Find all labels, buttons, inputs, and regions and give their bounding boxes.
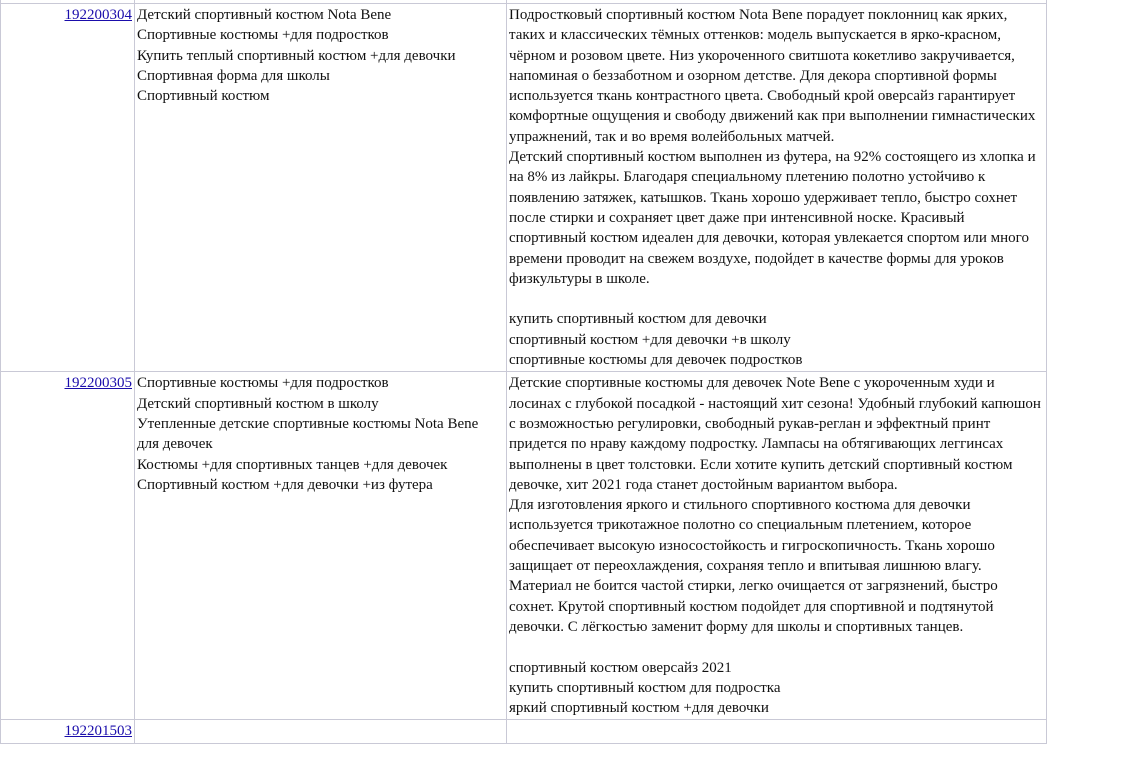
tag-line: спортивные костюмы для девочек подростков (509, 352, 803, 369)
keyword: Спортивный костюм +для девочки +из футера (137, 476, 433, 493)
product-id-cell (1, 720, 135, 743)
keyword: Купить теплый спортивный костюм +для девочки (137, 47, 456, 64)
keyword: Костюмы +для спортивных танцев +для девочек (137, 456, 448, 473)
tag-line: яркий спортивный костюм +для девочки (509, 700, 769, 717)
description-cell (507, 372, 1047, 720)
description-cell (507, 4, 1047, 372)
table-row (1, 372, 1047, 720)
keywords-cell (135, 4, 507, 372)
tag-line: спортивный костюм оверсайз 2021 (509, 659, 732, 676)
keyword: Спортивные костюмы +для подростков (137, 375, 389, 392)
keyword: Спортивная форма для школы (137, 67, 330, 84)
keyword: Детский спортивный костюм Nota Bene (137, 7, 392, 23)
table-row (1, 720, 1047, 743)
product-id-link[interactable]: 192200305 (64, 375, 132, 392)
description-paragraph: Подростковый спортивный костюм Nota Bene порадует поклонниц как ярких, таких и классических тёмных оттенков: модель выпускается в ярко-красном, чёрном и розовом цвете. Низ укороченного свитшота кокетливо закручивается, напоминая о беззаботном и озорном детстве. Для декора спортивной формы используется ткань контрастного цвета. Свободный крой оверсайз гарантирует комфортные ощущения и свободу движений как при выполнении гимнастических упражнений, так и во время волейбольных матчей. (509, 7, 1036, 145)
description-paragraph: Детский спортивный костюм выполнен из футера, на 92% состоящего из хлопка и на 8% из лайкры. Благодаря специальному плетению полотно устойчиво к появлению затяжек, катышков. Ткань хорошо удерживает тепло, быстро сохнет после стирки и сохраняет цвет даже при интенсивной носке. Красивый спортивный костюм идеален для девочки, которая увлекается спортом или много времени проводит на свежем воздухе, подойдет в качестве формы для уроков физкультуры в школе. (509, 149, 1036, 287)
tag-line: купить спортивный костюм для девочки (509, 311, 767, 328)
description-paragraph: Детские спортивные костюмы для девочек Note Bene с укороченным худи и лосинах с глубокой посадкой - настоящий хит сезона! Удобный глубокий капюшон с возможностью регулировки, свободный рукав-реглан и эффектный принт придется по нраву каждому подростку. Лампасы на обтягивающих леггинсах выполнены в цвет толстовки. Если хотите купить детский спортивный костюм девочке, хит 2021 года станет достойным вариантом выбора. (509, 375, 1041, 493)
description-paragraph: Для изготовления яркого и стильного спортивного костюма для девочки используется трикотажное полотно со специальным плетением, которое обеспечивает высокую износостойкость и гигроскопичность. Ткань хорошо защищает от переохлаждения, сохраняя тепло и впитывая лишнюю влагу. Материал не боится частой стирки, легко очищается от загрязнений, быстро сохнет. Крутой спортивный костюм подойдет для спортивной и подтянутой девочки. С лёгкостью заменит форму для школы и спортивных танцев. (509, 497, 998, 635)
keywords-cell (135, 372, 507, 720)
spacer (509, 637, 1044, 657)
table-row (1, 4, 1047, 372)
keyword: Спортивный костюм (137, 88, 270, 105)
product-id-link[interactable]: 192200304 (64, 7, 132, 23)
product-id-cell (1, 372, 135, 720)
description-cell (507, 720, 1047, 743)
product-id-link[interactable]: 192201503 (64, 723, 132, 740)
keyword: Детский спортивный костюм в школу (137, 395, 379, 412)
tag-line: спортивный костюм +для девочки +в школу (509, 331, 791, 348)
keyword: Спортивные костюмы +для подростков (137, 27, 389, 44)
product-id-cell (1, 4, 135, 372)
keywords-cell (135, 720, 507, 743)
spacer (509, 289, 1044, 309)
keyword: Утепленные детские спортивные костюмы Nota Bene для девочек (137, 415, 479, 453)
tag-line: купить спортивный костюм для подростка (509, 679, 781, 696)
